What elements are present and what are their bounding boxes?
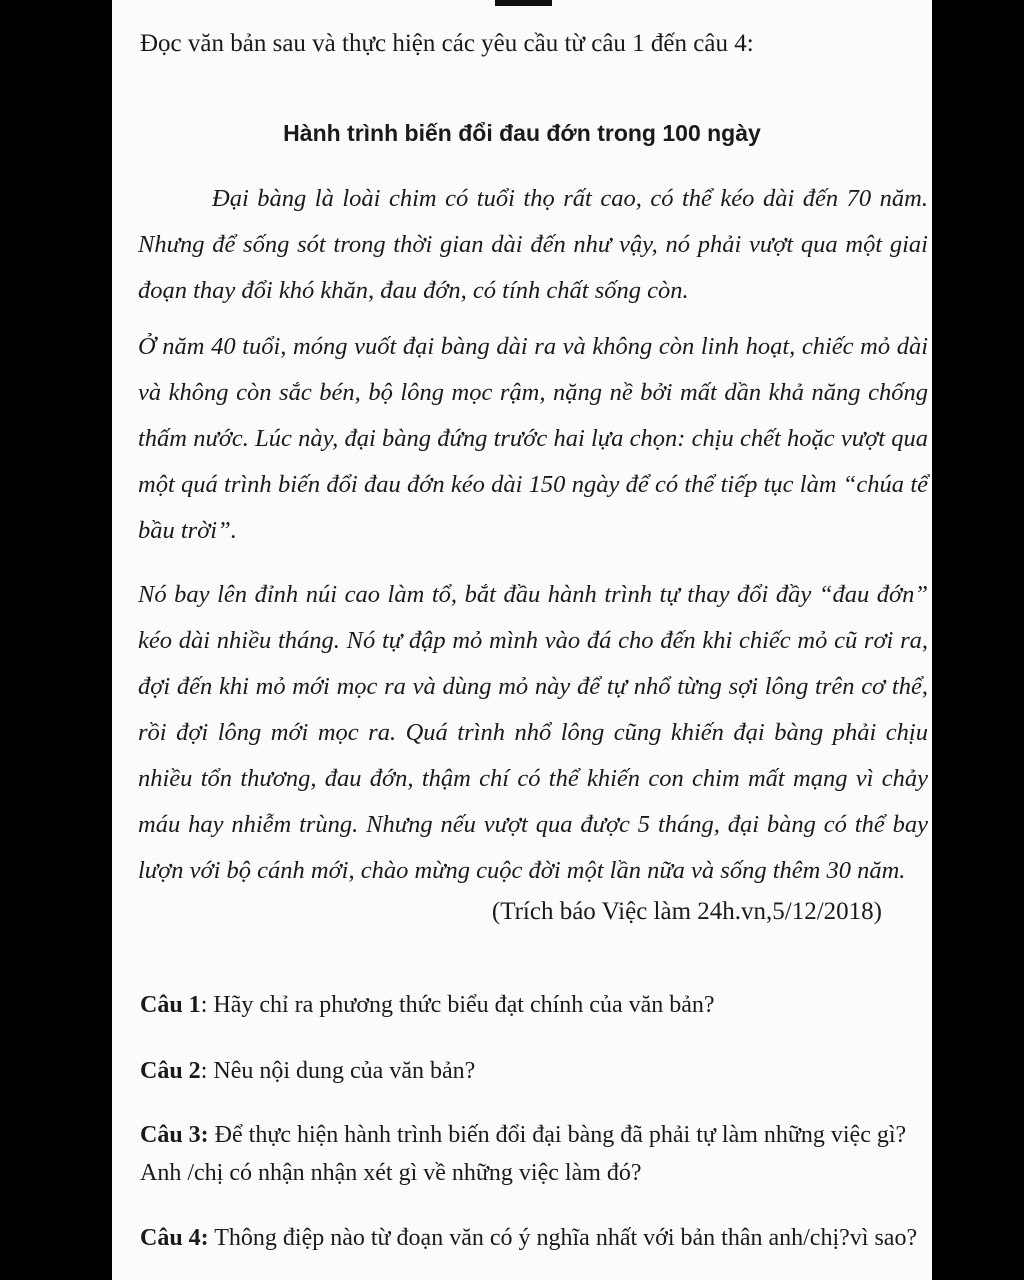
question-label: Câu 1 xyxy=(140,992,201,1018)
paragraph-3: Nó bay lên đỉnh núi cao làm tổ, bắt đầu hành trình tự thay đổi đầy “đau đớn” kéo dài nhiều tháng. Nó tự đập mỏ mình vào đá cho đến khi chiếc mỏ cũ rơi ra, đợi đến khi mỏ mới mọc ra và dùng mỏ này để tự nhổ từng sợi lông trên cơ thể, rồi đợi lông mới mọc ra. Quá trình nhổ lông cũng khiến đại bàng phải chịu nhiều tổn thương, đau đớn, thậm chí có thể khiến con chim mất mạng vì chảy máu hay nhiễm trùng. Nhưng nếu vượt qua được 5 tháng, đại bàng có thể bay lượn với bộ cánh mới, chào mừng cuộc đời một lần nữa và sống thêm 30 năm. xyxy=(138,581,928,884)
question-4 xyxy=(140,1219,930,1257)
question-separator: : xyxy=(200,992,214,1018)
top-edge-mark xyxy=(495,0,552,6)
question-label: Câu 3: xyxy=(140,1122,209,1148)
question-label: Câu 2 xyxy=(140,1058,201,1084)
question-3 xyxy=(140,1116,930,1192)
document-title: Hành trình biến đổi đau đớn trong 100 ngày xyxy=(283,120,761,146)
question-separator: : xyxy=(200,1058,214,1084)
question-label: Câu 4: xyxy=(140,1225,209,1251)
paragraph-1: Đại bàng là loài chim có tuổi thọ rất cao, có thể kéo dài đến 70 năm. Nhưng để sống sót trong thời gian dài đến như vậy, nó phải vượt qua một giai đoạn thay đổi khó khăn, đau đớn, có tính chất sống còn. xyxy=(138,185,928,304)
question-text: Nêu nội dung của văn bản? xyxy=(213,1058,476,1084)
question-text: Thông điệp nào từ đoạn văn có ý nghĩa nhất với bản thân anh/chị?vì sao? xyxy=(214,1225,918,1251)
question-2 xyxy=(140,1052,930,1090)
paragraph-2: Ở năm 40 tuổi, móng vuốt đại bàng dài ra và không còn linh hoạt, chiếc mỏ dài và không còn sắc bén, bộ lông mọc rậm, nặng nề bởi mất dần khả năng chống thấm nước. Lúc này, đại bàng đứng trước hai lựa chọn: chịu chết hoặc vượt qua một quá trình biến đổi đau đớn kéo dài 150 ngày để có thể tiếp tục làm “chúa tể bầu trời”. xyxy=(138,333,928,544)
question-1 xyxy=(140,986,930,1024)
document-page xyxy=(112,0,932,1280)
question-text: Để thực hiện hành trình biến đổi đại bàng đã phải tự làm những việc gì? Anh /chị có nhận nhận xét gì về những việc làm đó? xyxy=(140,1122,907,1186)
instruction-text: Đọc văn bản sau và thực hiện các yêu cầu từ câu 1 đến câu 4: xyxy=(140,30,754,57)
question-text: Hãy chỉ ra phương thức biểu đạt chính của văn bản? xyxy=(213,992,715,1018)
source-citation: (Trích báo Việc làm 24h.vn,5/12/2018) xyxy=(491,898,882,925)
